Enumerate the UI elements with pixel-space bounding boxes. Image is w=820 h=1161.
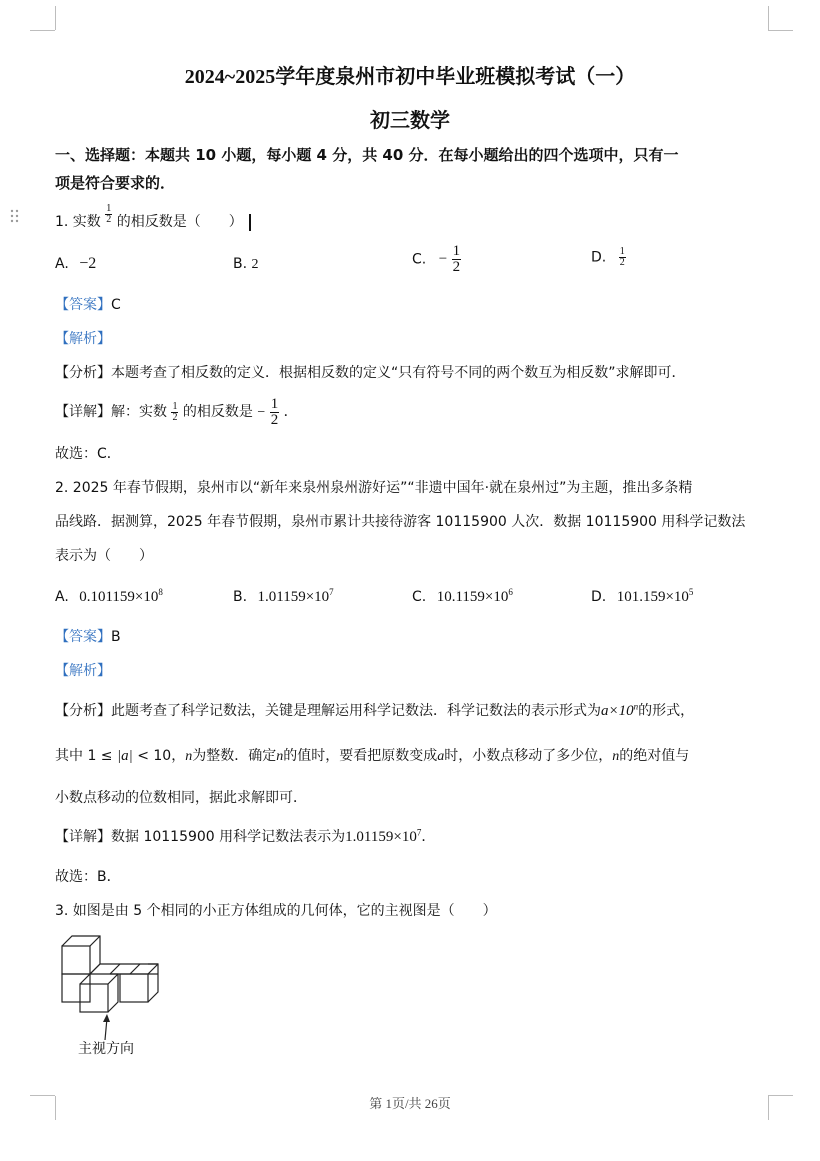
crop-mark-top-left-v: [55, 6, 56, 30]
q1-answer: 【答案】C: [55, 297, 121, 313]
q1-detail-answer-fraction: $\frac{1}{2}$: [270, 395, 279, 428]
q2-analysis-tag: 【解析】: [55, 663, 111, 679]
section-heading-line1: 一、选择题：本题共 10 小题，每小题 4 分，共 40 分．在每小题给出的四个选项中，只有一: [55, 146, 679, 164]
q1-choose: 故选：C．: [55, 446, 121, 462]
q2-choose: 故选：B．: [55, 869, 121, 885]
exam-title: 2024~2025学年度泉州市初中毕业班模拟考试（一）: [184, 66, 636, 88]
q2-option-c: C. $10.1159\times 10^6$: [412, 587, 513, 605]
q1-option-c-fraction: $\frac{1}{2}$: [452, 243, 461, 275]
q2-fenxi-line1: 【分析】此题考查了科学记数法，关键是理解运用科学记数法．科学记数法的表示形式为$a\times 10^n$的形式，: [55, 701, 695, 719]
q2-stem-line2: 品线路．据测算，2025 年春节假期，泉州市累计共接待游客 10115900 人次．数据 10115900 用科学记数法: [55, 514, 746, 530]
q2-detail: 【详解】数据 10115900 用科学记数法表示为$1.01159\times 10^7$．: [55, 827, 436, 845]
section-heading-line2: 项是符合要求的．: [55, 174, 176, 192]
text-cursor: [249, 214, 251, 231]
q1-option-d: D. $\frac{1}{2}$: [591, 246, 625, 268]
q3-figure-label: 主视方向: [78, 1041, 134, 1057]
q2-option-b: B. $1.01159\times 10^7$: [233, 587, 334, 605]
q1-option-b: B. 2: [233, 256, 259, 272]
q1-detail-fraction: $\frac{1}{2}$: [172, 400, 178, 423]
q1-fenxi: 【分析】本题考查了相反数的定义．根据相反数的定义“只有符号不同的两个数互为相反数”求解即可．: [55, 365, 686, 381]
subject-title: 初三数学: [370, 110, 450, 132]
q2-option-a: A. $0.101159\times 10^8$: [55, 587, 163, 605]
q2-fenxi-line3: 小数点移动的位数相同，据此求解即可．: [55, 790, 307, 806]
drag-handle-icon[interactable]: [10, 209, 20, 225]
crop-mark-top-right: [768, 30, 793, 31]
q1-stem-suffix: 的相反数是（ ）: [116, 214, 243, 230]
q2-stem-line3: 表示为（ ）: [55, 548, 153, 564]
q1-option-d-fraction: $\frac{1}{2}$: [619, 246, 625, 268]
q3-stem: 3. 如图是由 5 个相同的小正方体组成的几何体，它的主视图是（ ）: [55, 903, 497, 919]
page-number: 第 1页/共 26页: [369, 1096, 451, 1111]
q2-answer: 【答案】B: [55, 629, 121, 645]
q1-option-c: C. − $\frac{1}{2}$: [412, 243, 461, 275]
crop-mark-top-left: [30, 30, 55, 31]
q1-detail: 【详解】解：实数 $\frac{1}{2}$ 的相反数是 − $\frac{1}{2}$ ．: [55, 395, 298, 428]
q1-stem-prefix: 1. 实数: [55, 214, 101, 230]
q1-stem-fraction: $\frac{1}{2}$: [106, 202, 112, 225]
q2-option-d: D. $101.159\times 10^5$: [591, 587, 694, 605]
q2-stem-line1: 2. 2025 年春节假期，泉州市以“新年来泉州泉州游好运”“非遗中国年·就在泉州过”为主题，推出多条精: [55, 480, 693, 496]
q1-analysis-tag: 【解析】: [55, 331, 111, 347]
q1-stem: [55, 202, 251, 237]
q1-option-a: A. −2: [55, 255, 97, 272]
q2-fenxi-line2: 其中 1 ≤ |a| < 10，n为整数．确定n的值时，要看把原数变成a时，小数点移动了多少位，n的绝对值与: [55, 748, 690, 764]
crop-mark-top-right-v: [768, 6, 769, 30]
